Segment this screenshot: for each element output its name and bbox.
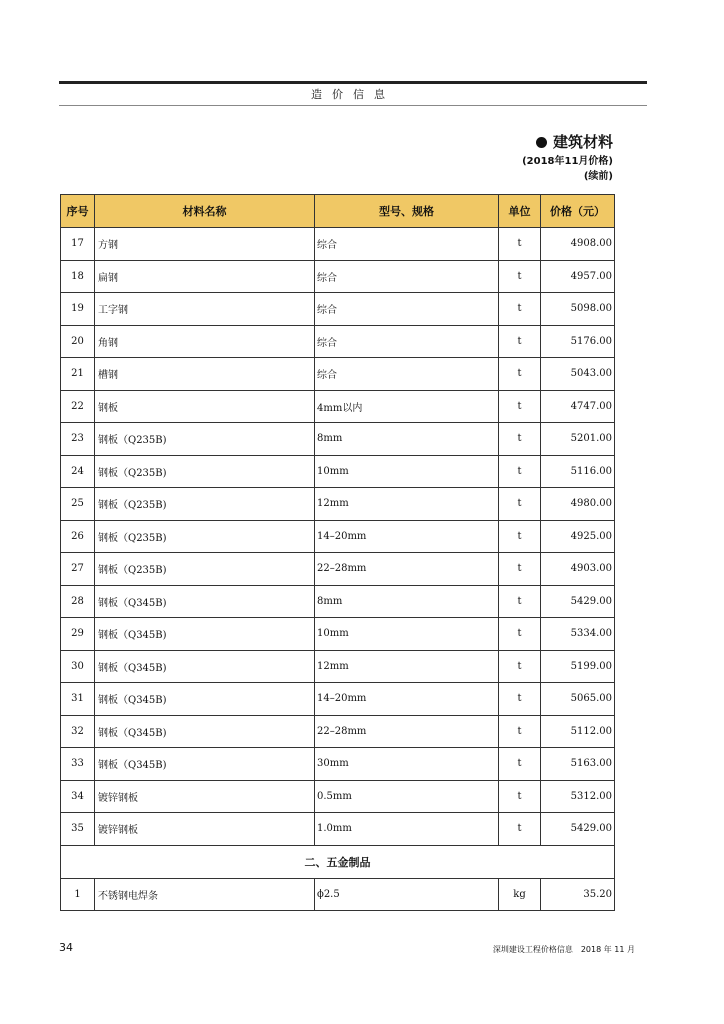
cell-no: 30 — [61, 650, 95, 683]
table-row — [61, 748, 615, 781]
cell-unit: t — [499, 260, 541, 293]
cell-spec: ϕ2.5 — [315, 878, 499, 911]
cell-name: 钢板（Q345B) — [95, 650, 315, 683]
column-header-unit: 单位 — [499, 195, 541, 228]
cell-price: 5163.00 — [541, 748, 615, 781]
cell-name: 钢板（Q345B) — [95, 748, 315, 781]
cell-price: 5199.00 — [541, 650, 615, 683]
table-row — [61, 520, 615, 553]
cell-unit: t — [499, 618, 541, 651]
cell-no: 23 — [61, 423, 95, 456]
cell-price: 5112.00 — [541, 715, 615, 748]
cell-no: 20 — [61, 325, 95, 358]
cell-unit: kg — [499, 878, 541, 911]
cell-no: 28 — [61, 585, 95, 618]
cell-price: 4747.00 — [541, 390, 615, 423]
cell-unit: t — [499, 585, 541, 618]
cell-price: 5043.00 — [541, 358, 615, 391]
cell-unit: t — [499, 293, 541, 326]
cell-spec: 综合 — [315, 325, 499, 358]
cell-name: 钢板（Q345B) — [95, 618, 315, 651]
cell-no: 33 — [61, 748, 95, 781]
table-row — [61, 358, 615, 391]
cell-unit: t — [499, 423, 541, 456]
column-header-name: 材料名称 — [95, 195, 315, 228]
table-row — [61, 325, 615, 358]
cell-price: 4925.00 — [541, 520, 615, 553]
running-header-title: 造价信息 — [311, 88, 395, 101]
table-row — [61, 683, 615, 716]
table-body — [61, 228, 615, 911]
cell-price: 5098.00 — [541, 293, 615, 326]
cell-unit: t — [499, 650, 541, 683]
table-row — [61, 780, 615, 813]
cell-spec: 10mm — [315, 618, 499, 651]
cell-price: 5065.00 — [541, 683, 615, 716]
cell-spec: 30mm — [315, 748, 499, 781]
subsection-row — [61, 845, 615, 878]
bullet-icon — [536, 137, 547, 148]
cell-name: 钢板（Q235B) — [95, 520, 315, 553]
table-header-row — [61, 195, 615, 228]
cell-no: 19 — [61, 293, 95, 326]
cell-spec: 综合 — [315, 228, 499, 261]
cell-no: 26 — [61, 520, 95, 553]
table-row — [61, 813, 615, 846]
header-top-rule — [59, 81, 647, 84]
cell-spec: 综合 — [315, 260, 499, 293]
cell-price: 4903.00 — [541, 553, 615, 586]
cell-price: 35.20 — [541, 878, 615, 911]
cell-price: 4957.00 — [541, 260, 615, 293]
header-bottom-rule — [59, 105, 647, 106]
section-heading — [536, 132, 613, 152]
cell-no: 17 — [61, 228, 95, 261]
cell-spec: 1.0mm — [315, 813, 499, 846]
table-row — [61, 650, 615, 683]
cell-no: 18 — [61, 260, 95, 293]
cell-name: 槽钢 — [95, 358, 315, 391]
cell-unit: t — [499, 813, 541, 846]
cell-price: 5429.00 — [541, 585, 615, 618]
price-table — [60, 194, 615, 911]
section-subtitle: (2018年11月价格) — [522, 156, 613, 167]
table-row — [61, 488, 615, 521]
table-row — [61, 878, 615, 911]
section-title: 建筑材料 — [552, 133, 613, 151]
cell-no: 27 — [61, 553, 95, 586]
table-row — [61, 618, 615, 651]
cell-spec: 22–28mm — [315, 553, 499, 586]
cell-spec: 22–28mm — [315, 715, 499, 748]
table-row — [61, 293, 615, 326]
cell-spec: 12mm — [315, 488, 499, 521]
cell-price: 5429.00 — [541, 813, 615, 846]
cell-unit: t — [499, 325, 541, 358]
cell-no: 29 — [61, 618, 95, 651]
cell-no: 22 — [61, 390, 95, 423]
cell-unit: t — [499, 553, 541, 586]
section-continued: (续前) — [583, 171, 613, 182]
subsection-title: 二、五金制品 — [61, 845, 615, 878]
cell-spec: 综合 — [315, 293, 499, 326]
cell-no: 24 — [61, 455, 95, 488]
cell-no: 35 — [61, 813, 95, 846]
cell-name: 钢板（Q345B) — [95, 715, 315, 748]
table-row — [61, 260, 615, 293]
cell-no: 1 — [61, 878, 95, 911]
page-number: 34 — [59, 941, 73, 954]
cell-unit: t — [499, 390, 541, 423]
cell-name: 钢板（Q345B) — [95, 585, 315, 618]
cell-name: 方钢 — [95, 228, 315, 261]
cell-price: 5334.00 — [541, 618, 615, 651]
cell-spec: 12mm — [315, 650, 499, 683]
cell-price: 5116.00 — [541, 455, 615, 488]
cell-price: 5201.00 — [541, 423, 615, 456]
cell-spec: 8mm — [315, 423, 499, 456]
cell-no: 21 — [61, 358, 95, 391]
column-header-price: 价格（元） — [541, 195, 615, 228]
cell-no: 34 — [61, 780, 95, 813]
cell-name: 钢板（Q235B) — [95, 423, 315, 456]
table-row — [61, 423, 615, 456]
cell-name: 不锈钢电焊条 — [95, 878, 315, 911]
table-row — [61, 585, 615, 618]
cell-name: 工字钢 — [95, 293, 315, 326]
cell-name: 扁钢 — [95, 260, 315, 293]
cell-name: 钢板 — [95, 390, 315, 423]
cell-price: 5312.00 — [541, 780, 615, 813]
cell-spec: 10mm — [315, 455, 499, 488]
cell-unit: t — [499, 780, 541, 813]
cell-name: 钢板（Q235B) — [95, 553, 315, 586]
cell-spec: 8mm — [315, 585, 499, 618]
cell-no: 32 — [61, 715, 95, 748]
cell-name: 镀锌钢板 — [95, 813, 315, 846]
cell-unit: t — [499, 520, 541, 553]
cell-spec: 综合 — [315, 358, 499, 391]
table-row — [61, 228, 615, 261]
cell-unit: t — [499, 683, 541, 716]
publication-footer: 深圳建设工程价格信息 2018 年 11 月 — [492, 945, 635, 954]
cell-unit: t — [499, 455, 541, 488]
cell-spec: 0.5mm — [315, 780, 499, 813]
cell-spec: 4mm以内 — [315, 390, 499, 423]
cell-spec: 14–20mm — [315, 520, 499, 553]
cell-name: 角钢 — [95, 325, 315, 358]
table-row — [61, 390, 615, 423]
cell-price: 4980.00 — [541, 488, 615, 521]
cell-price: 4908.00 — [541, 228, 615, 261]
cell-unit: t — [499, 748, 541, 781]
cell-unit: t — [499, 228, 541, 261]
cell-unit: t — [499, 715, 541, 748]
cell-name: 钢板（Q235B) — [95, 488, 315, 521]
cell-no: 25 — [61, 488, 95, 521]
cell-name: 镀锌钢板 — [95, 780, 315, 813]
cell-spec: 14–20mm — [315, 683, 499, 716]
cell-name: 钢板（Q345B) — [95, 683, 315, 716]
cell-unit: t — [499, 488, 541, 521]
cell-unit: t — [499, 358, 541, 391]
cell-name: 钢板（Q235B) — [95, 455, 315, 488]
table-row — [61, 455, 615, 488]
cell-price: 5176.00 — [541, 325, 615, 358]
table-row — [61, 715, 615, 748]
table-row — [61, 553, 615, 586]
column-header-spec: 型号、规格 — [315, 195, 499, 228]
column-header-no: 序号 — [61, 195, 95, 228]
cell-no: 31 — [61, 683, 95, 716]
